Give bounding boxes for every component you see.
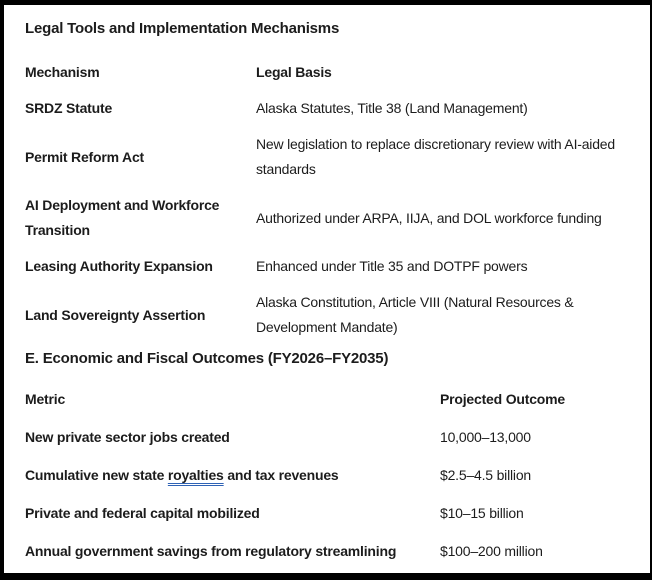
table-row [25,495,645,533]
mechanism-cell: Land Sovereignty Assertion [25,306,206,323]
metric-cell: Private and federal capital mobilized [25,505,260,521]
column-header-mechanism: Mechanism [25,64,100,80]
outcome-cell: $2.5–4.5 billion [440,467,531,483]
economic-outcomes-table [25,381,645,571]
table-row [25,457,645,495]
column-header-metric: Metric [25,391,66,407]
section-heading-economic-outcomes: E. Economic and Fiscal Outcomes (FY2026–FY2035) [25,350,389,367]
editor-suggestion-underlined-word[interactable]: royalties [167,467,224,483]
metric-cell [25,463,440,488]
column-header-legal-basis: Legal Basis [256,64,332,80]
table-row [25,249,645,285]
table-row [25,91,645,127]
legal-tools-table [25,55,645,346]
metric-cell: Annual government savings from regulatory streamlining [25,543,397,559]
table-row [25,419,645,457]
outcome-cell: 10,000–13,000 [440,429,531,445]
legal-basis-cell: New legislation to replace discretionary review with AI-aided standards [256,136,615,177]
metric-text-prefix: Cumulative new state [25,467,168,483]
legal-basis-cell: Authorized under ARPA, IIJA, and DOL workforce funding [256,209,602,226]
outcomes-table-header-row [25,381,645,419]
legal-basis-cell: Alaska Constitution, Article VIII (Natural Resources & Development Mandate) [256,294,574,335]
legal-basis-cell: Alaska Statutes, Title 38 (Land Management) [256,100,528,116]
metric-text-suffix: and tax revenues [223,467,339,483]
mechanism-cell: Leasing Authority Expansion [25,258,213,274]
metric-cell: New private sector jobs created [25,429,230,445]
mechanism-cell: Permit Reform Act [25,148,144,165]
table-row [25,188,645,249]
section-title-legal-tools: Legal Tools and Implementation Mechanisms [25,20,340,37]
table-row [25,533,645,571]
outcome-cell: $100–200 million [440,543,543,559]
legal-table-header-row [25,55,645,91]
legal-basis-cell: Enhanced under Title 35 and DOTPF powers [256,258,528,274]
table-row [25,285,645,346]
table-row [25,127,645,188]
mechanism-cell: AI Deployment and Workforce Transition [25,197,220,238]
mechanism-cell: SRDZ Statute [25,100,113,116]
outcome-cell: $10–15 billion [440,505,524,521]
column-header-projected-outcome: Projected Outcome [440,391,565,407]
